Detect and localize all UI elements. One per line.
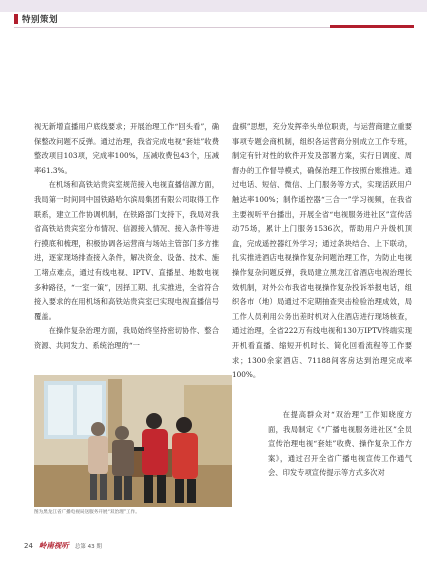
section-header [14,12,58,26]
right-column-top [232,120,412,383]
paragraph: 在提高群众对“双治理”工作知晓度方面，我局制定《“广播电视服务进社区”全员宣传治理电视“套娃”收费、操作复杂工作方案》，通过召开全省广播电视宣传工作通气会、印发专项宣传提示等方式多次对 [268,410,412,478]
article-photo [34,375,232,507]
top-decorative-band [0,0,427,12]
page-number: 24 [24,541,33,550]
issue-number: 总第 43 期 [74,543,102,550]
photo-caption: 图为黑龙江省广播电视局送服务开展“双治理”工作。 [34,510,140,515]
photo-illustration [34,375,232,507]
section-marker-icon [14,14,18,24]
section-title: 特别策划 [22,15,59,25]
page-footer [24,540,102,551]
paragraph: 在操作复杂治理方面，我局始终坚持密切协作、整合资源、共同发力、系统治理的“一 [34,326,219,350]
right-column-bottom [268,408,412,481]
paragraph: 在机场和高铁站贵宾室规范接入电视直播信源方面，我局第一时间同中国铁路哈尔滨局集团有限公司取得工作联系，建立工作协调机制，在铁路部门支持下，我局对我省高铁站贵宾室分布情况、信源接入情况、接入条件等进行摸底和梳理，积极协调各运营商与场站主管部门多方推进，逐家现场排查接入条件，解决资金、设备、技术、施工堵点难点，通过有线电视、IPTV、直播星、地数电视多种路径，“一室一策”，因择工期、扎实推进，全省符合接入要求的在用机场和高铁站贵宾室已实现电视直播信号覆盖。 [34,180,219,321]
paragraph: 视无新增直播用户底线要求；开展治理工作“回头看”，确保整改问题不反弹。通过治理，我省完成电视“套娃”收费整改项目103项，完成率100%，压减收费包43个，压减率61.3%。 [34,122,219,175]
left-column [34,120,219,354]
paragraph: 盘棋”思想，充分发挥牵头单位职责，与运营商建立重要事项专题会商机制，组织各运营商分别成立工作专班，制定有针对性的软件开发及部署方案，实行日调度、周督办的工作督导模式，确保治理工作按照台账推进。通过电话、短信、微信、上门服务等方式，实现活跃用户触达率100%；制作遥控器“三合一”学习视频，在我省主要视听平台播出，开展全省“电视服务进社区”宣传活动75场，累计上门服务1536次，帮助用户升级机顶盒，完成遥控器红外学习；通过条块结合、上下联动，扎实推进酒店电视操作复杂问题治理工作，为防止电视操作复杂问题反弹，我局建立黑龙江省酒店电视治理长效机制，对外公布我省电视操作复杂投诉举报电话，组织各市（地）局通过不定期抽查突击检验治理成效，局工作人员利用公务出差时机对入住酒店进行现场核查，通过治理，全省222万有线电视和130万IPTV终端实现开机看直播、缩短开机时长、简化回看流程等工作要求；1300余家酒店、71188间客房达到治理完成率100%。 [232,122,412,380]
magazine-name: 岭南视听 [38,541,69,550]
header-accent-bar [330,25,414,28]
